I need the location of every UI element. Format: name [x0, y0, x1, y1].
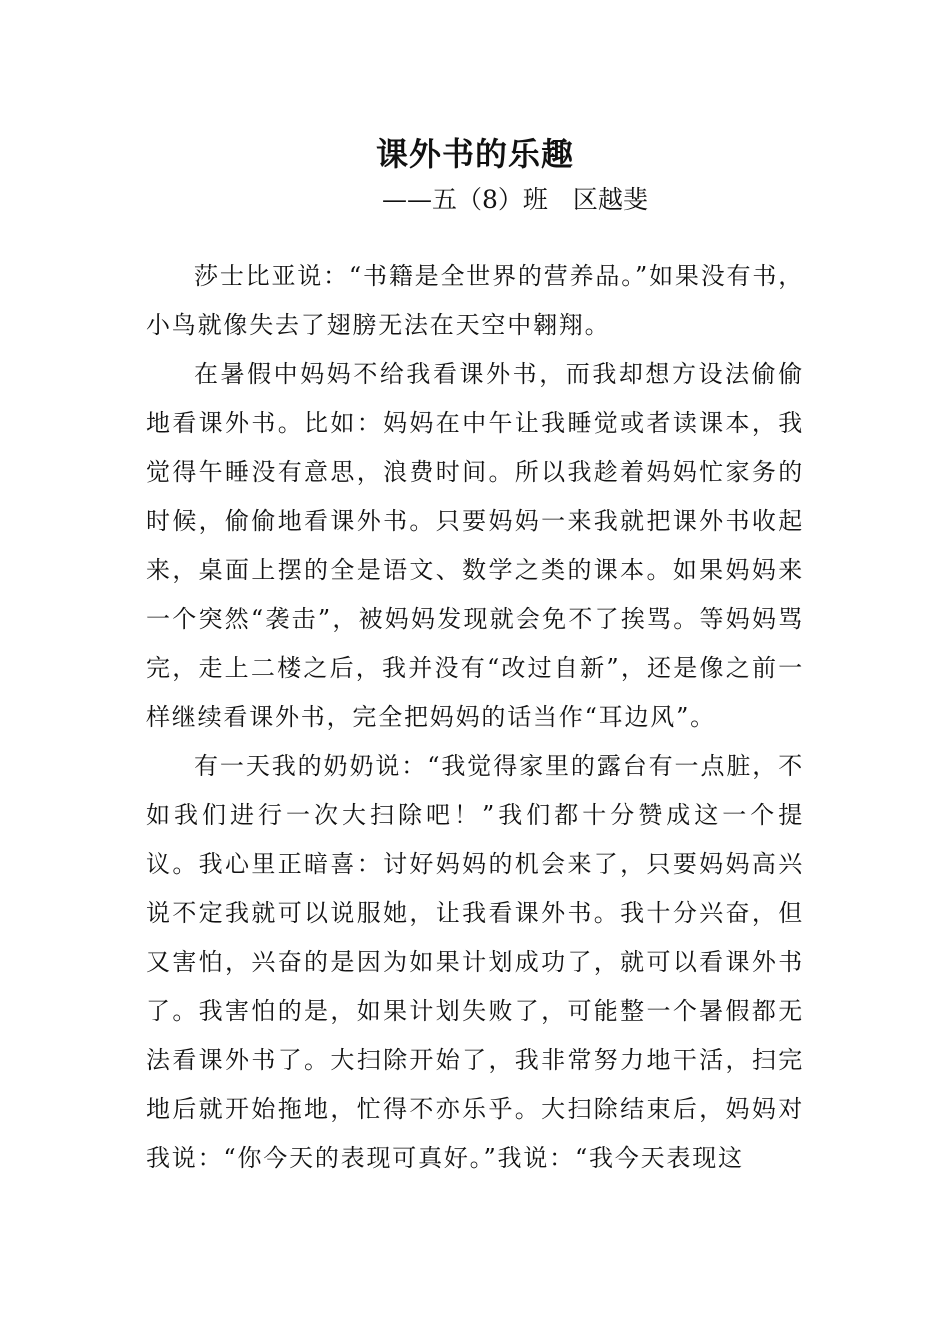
paragraph-1: 莎士比亚说：“书籍是全世界的营养品。”如果没有书，小鸟就像失去了翅膀无法在天空中翱翔。 — [146, 262, 804, 339]
paragraph-2: 在暑假中妈妈不给我看课外书，而我却想方设法偷偷地看课外书。比如：妈妈在中午让我睡觉或者读课本，我觉得午睡没有意思，浪费时间。所以我趁着妈妈忙家务的时候，偷偷地看课外书。只要妈妈一来我就把课外书收起来，桌面上摆的全是语文、数学之类的课本。如果妈妈来一个突然“袭击”，被妈妈发现就会免不了挨骂。等妈妈骂完，走上二楼之后，我并没有“改过自新”，还是像之前一样继续看课外书，完全把妈妈的话当作“耳边风”。 — [146, 360, 804, 731]
document-body — [146, 252, 804, 1183]
paragraph-3: 有一天我的奶奶说：“我觉得家里的露台有一点脏，不如我们进行一次大扫除吧！”我们都十分赞成这一个提议。我心里正暗喜：讨好妈妈的机会来了，只要妈妈高兴说不定我就可以说服她，让我看课外书。我十分兴奋，但又害怕，兴奋的是因为如果计划成功了，就可以看课外书了。我害怕的是，如果计划失败了，可能整一个暑假都无法看课外书了。大扫除开始了，我非常努力地干活，扫完地后就开始拖地，忙得不亦乐乎。大扫除结束后，妈妈对我说：“你今天的表现可真好。”我说：“我今天表现这 — [146, 752, 804, 1172]
document-byline: ——五（8）班 区越斐 — [382, 185, 648, 214]
document-title: 课外书的乐趣 — [375, 135, 574, 173]
